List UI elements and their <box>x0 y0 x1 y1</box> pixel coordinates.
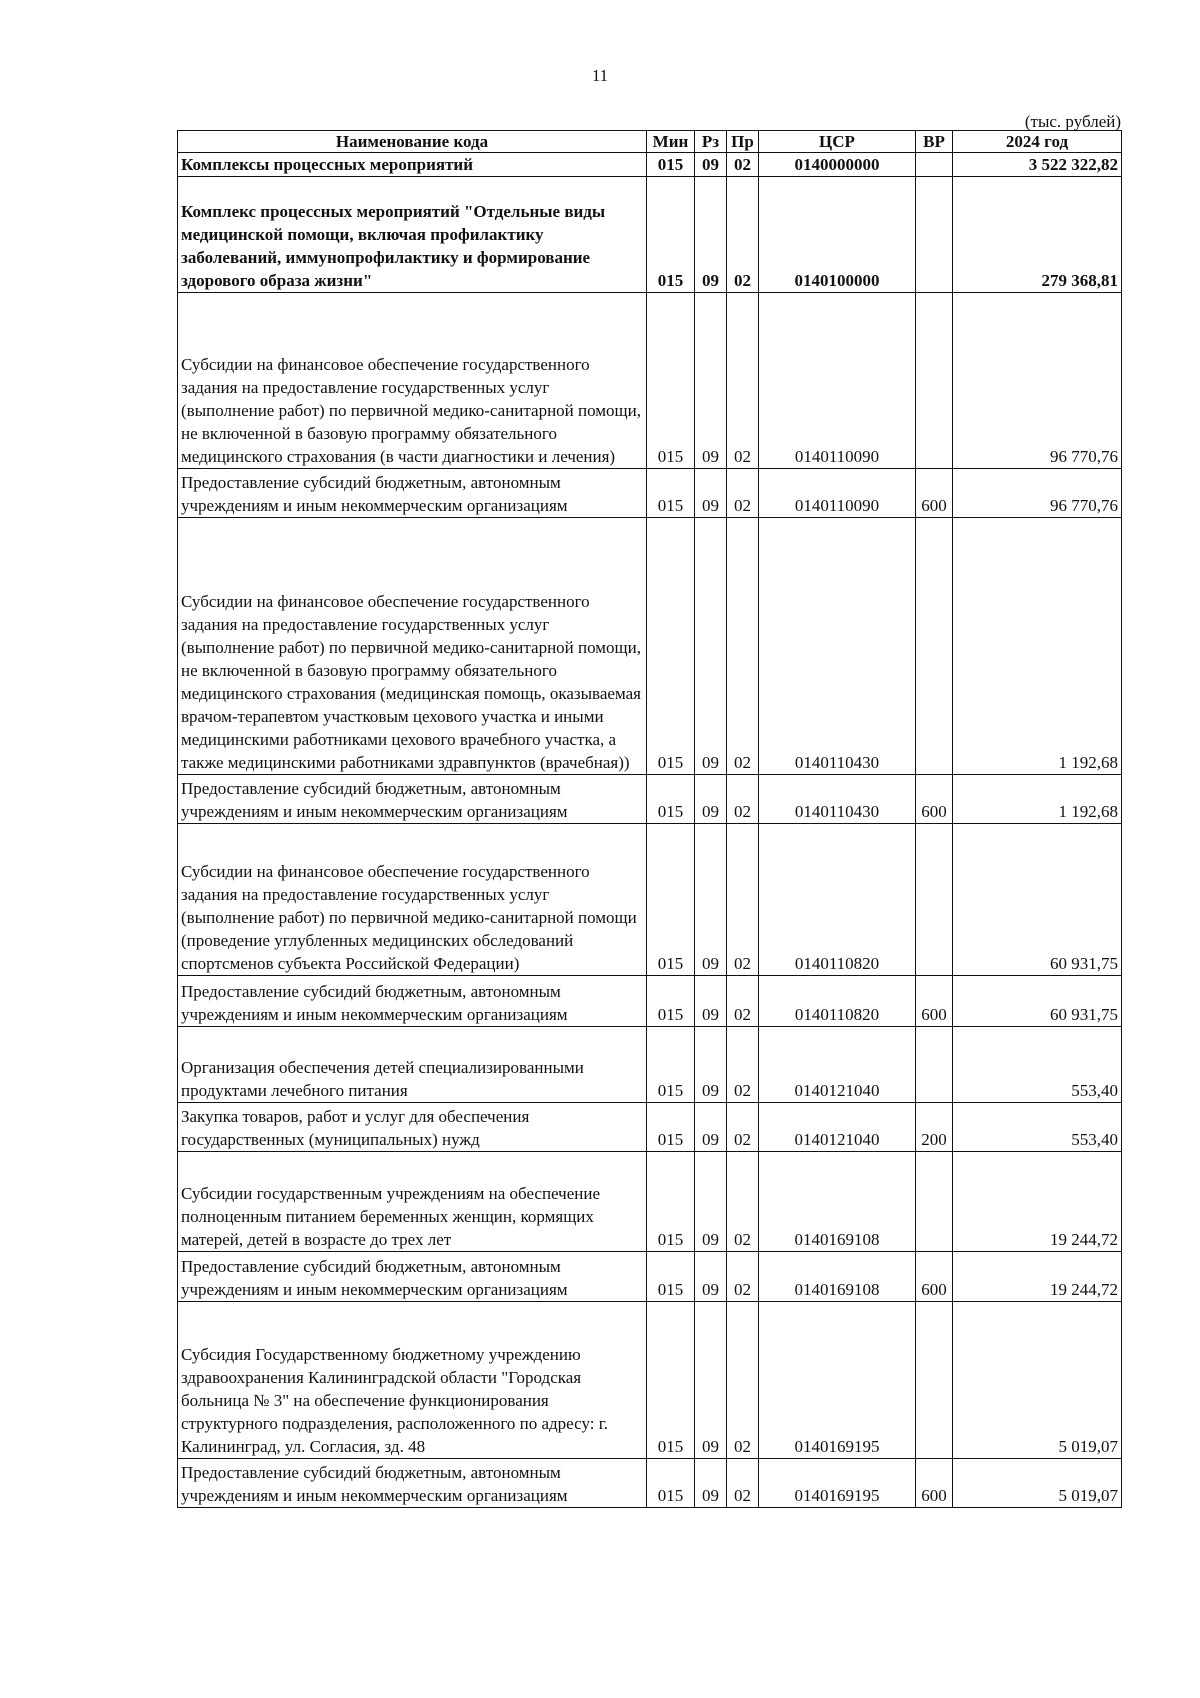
table-row <box>178 1252 1122 1302</box>
row-min: 015 <box>647 1152 695 1252</box>
row-csr: 0140100000 <box>759 177 916 293</box>
row-pr: 02 <box>727 1152 759 1252</box>
row-name: Комплексы процессных мероприятий <box>178 153 647 177</box>
row-rz: 09 <box>695 1103 727 1152</box>
table-row <box>178 824 1122 976</box>
row-vr <box>916 518 953 775</box>
row-csr: 0140169108 <box>759 1152 916 1252</box>
row-pr: 02 <box>727 1027 759 1103</box>
row-pr: 02 <box>727 976 759 1027</box>
row-pr: 02 <box>727 1252 759 1302</box>
header-pr: Пр <box>727 131 759 153</box>
row-min: 015 <box>647 1252 695 1302</box>
row-pr: 02 <box>727 824 759 976</box>
row-vr <box>916 293 953 469</box>
row-csr: 0140169195 <box>759 1302 916 1459</box>
row-pr: 02 <box>727 1302 759 1459</box>
row-rz: 09 <box>695 1152 727 1252</box>
table-row <box>178 775 1122 824</box>
row-sum: 553,40 <box>953 1103 1122 1152</box>
row-csr: 0140110820 <box>759 976 916 1027</box>
row-pr: 02 <box>727 469 759 518</box>
row-csr: 0140110430 <box>759 775 916 824</box>
row-rz: 09 <box>695 1302 727 1459</box>
row-sum: 96 770,76 <box>953 293 1122 469</box>
table-row <box>178 177 1122 293</box>
table-row <box>178 518 1122 775</box>
row-rz: 09 <box>695 518 727 775</box>
units-label: (тыс. рублей) <box>1024 112 1121 131</box>
row-csr: 0140110430 <box>759 518 916 775</box>
row-sum: 1 192,68 <box>953 518 1122 775</box>
table-row <box>178 293 1122 469</box>
row-name: Комплекс процессных мероприятий "Отдельные виды медицинской помощи, включая профилактику заболеваний, иммунопрофилактику и формирование здорового образа жизни" <box>178 177 647 293</box>
row-pr: 02 <box>727 177 759 293</box>
row-vr <box>916 1152 953 1252</box>
row-name: Субсидии на финансовое обеспечение государственного задания на предоставление государственных услуг (выполнение работ) по первичной медико-санитарной помощи, не включенной в базовую программу обязательного медицинского страхования (медицинская помощь, оказываемая врачом-терапевтом участковым цехового участка и иными медицинскими работниками цехового врачебного участка, а также медицинскими работниками здравпунктов (врачебная)) <box>178 518 647 775</box>
row-name: Предоставление субсидий бюджетным, автономным учреждениям и иным некоммерческим организациям <box>178 1252 647 1302</box>
row-sum: 60 931,75 <box>953 976 1122 1027</box>
row-min: 015 <box>647 177 695 293</box>
row-name: Предоставление субсидий бюджетным, автономным учреждениям и иным некоммерческим организациям <box>178 1459 647 1508</box>
row-name: Предоставление субсидий бюджетным, автономным учреждениям и иным некоммерческим организациям <box>178 469 647 518</box>
row-name: Предоставление субсидий бюджетным, автономным учреждениям и иным некоммерческим организациям <box>178 775 647 824</box>
header-csr: ЦСР <box>759 131 916 153</box>
table-row <box>178 153 1122 177</box>
row-min: 015 <box>647 1459 695 1508</box>
row-csr: 0140110090 <box>759 469 916 518</box>
row-name: Субсидия Государственному бюджетному учреждению здравоохранения Калининградской области "Городская больница № 3" на обеспечение функционирования структурного подразделения, расположенного по адресу: г. Калининград, ул. Согласия, зд. 48 <box>178 1302 647 1459</box>
row-rz: 09 <box>695 824 727 976</box>
table-header-row <box>178 131 1122 153</box>
row-min: 015 <box>647 775 695 824</box>
table-row <box>178 469 1122 518</box>
row-name: Организация обеспечения детей специализированными продуктами лечебного питания <box>178 1027 647 1103</box>
row-sum: 5 019,07 <box>953 1459 1122 1508</box>
row-csr: 0140121040 <box>759 1027 916 1103</box>
row-vr <box>916 1302 953 1459</box>
row-rz: 09 <box>695 1027 727 1103</box>
row-name: Закупка товаров, работ и услуг для обеспечения государственных (муниципальных) нужд <box>178 1103 647 1152</box>
row-vr: 600 <box>916 976 953 1027</box>
row-min: 015 <box>647 153 695 177</box>
row-min: 015 <box>647 469 695 518</box>
row-csr: 0140000000 <box>759 153 916 177</box>
row-pr: 02 <box>727 775 759 824</box>
row-name: Субсидии на финансовое обеспечение государственного задания на предоставление государственных услуг (выполнение работ) по первичной медико-санитарной помощи (проведение углубленных медицинских обследований спортсменов субъекта Российской Федерации) <box>178 824 647 976</box>
row-sum: 553,40 <box>953 1027 1122 1103</box>
row-sum: 60 931,75 <box>953 824 1122 976</box>
row-vr <box>916 1027 953 1103</box>
row-vr <box>916 153 953 177</box>
table-row <box>178 1027 1122 1103</box>
row-min: 015 <box>647 976 695 1027</box>
row-vr <box>916 824 953 976</box>
row-rz: 09 <box>695 1252 727 1302</box>
row-csr: 0140110090 <box>759 293 916 469</box>
row-sum: 19 244,72 <box>953 1252 1122 1302</box>
table-row <box>178 1459 1122 1508</box>
row-pr: 02 <box>727 1459 759 1508</box>
row-rz: 09 <box>695 1459 727 1508</box>
row-pr: 02 <box>727 153 759 177</box>
row-vr: 600 <box>916 1252 953 1302</box>
row-pr: 02 <box>727 1103 759 1152</box>
row-name: Субсидии государственным учреждениям на обеспечение полноценным питанием беременных женщин, кормящих матерей, детей в возрасте до трех лет <box>178 1152 647 1252</box>
row-min: 015 <box>647 1103 695 1152</box>
row-csr: 0140121040 <box>759 1103 916 1152</box>
row-sum: 19 244,72 <box>953 1152 1122 1252</box>
row-sum: 1 192,68 <box>953 775 1122 824</box>
budget-table <box>177 130 1122 1508</box>
row-min: 015 <box>647 1302 695 1459</box>
row-csr: 0140169108 <box>759 1252 916 1302</box>
table-row <box>178 1302 1122 1459</box>
row-csr: 0140169195 <box>759 1459 916 1508</box>
header-name: Наименование кода <box>178 131 647 153</box>
row-sum: 3 522 322,82 <box>953 153 1122 177</box>
row-vr: 600 <box>916 469 953 518</box>
row-pr: 02 <box>727 293 759 469</box>
header-min: Мин <box>647 131 695 153</box>
row-sum: 96 770,76 <box>953 469 1122 518</box>
row-rz: 09 <box>695 469 727 518</box>
row-vr <box>916 177 953 293</box>
row-vr: 200 <box>916 1103 953 1152</box>
row-min: 015 <box>647 824 695 976</box>
row-name: Субсидии на финансовое обеспечение государственного задания на предоставление государственных услуг (выполнение работ) по первичной медико-санитарной помощи, не включенной в базовую программу обязательного медицинского страхования (в части диагностики и лечения) <box>178 293 647 469</box>
header-rz: Рз <box>695 131 727 153</box>
row-vr: 600 <box>916 775 953 824</box>
row-min: 015 <box>647 1027 695 1103</box>
header-year: 2024 год <box>953 131 1122 153</box>
table-row <box>178 976 1122 1027</box>
row-csr: 0140110820 <box>759 824 916 976</box>
row-rz: 09 <box>695 775 727 824</box>
row-sum: 5 019,07 <box>953 1302 1122 1459</box>
table-row <box>178 1103 1122 1152</box>
row-name: Предоставление субсидий бюджетным, автономным учреждениям и иным некоммерческим организациям <box>178 976 647 1027</box>
page-number: 11 <box>591 66 609 85</box>
row-rz: 09 <box>695 293 727 469</box>
row-pr: 02 <box>727 518 759 775</box>
row-rz: 09 <box>695 976 727 1027</box>
row-sum: 279 368,81 <box>953 177 1122 293</box>
row-min: 015 <box>647 518 695 775</box>
row-min: 015 <box>647 293 695 469</box>
header-vr: ВР <box>916 131 953 153</box>
table-row <box>178 1152 1122 1252</box>
row-rz: 09 <box>695 153 727 177</box>
row-rz: 09 <box>695 177 727 293</box>
row-vr: 600 <box>916 1459 953 1508</box>
